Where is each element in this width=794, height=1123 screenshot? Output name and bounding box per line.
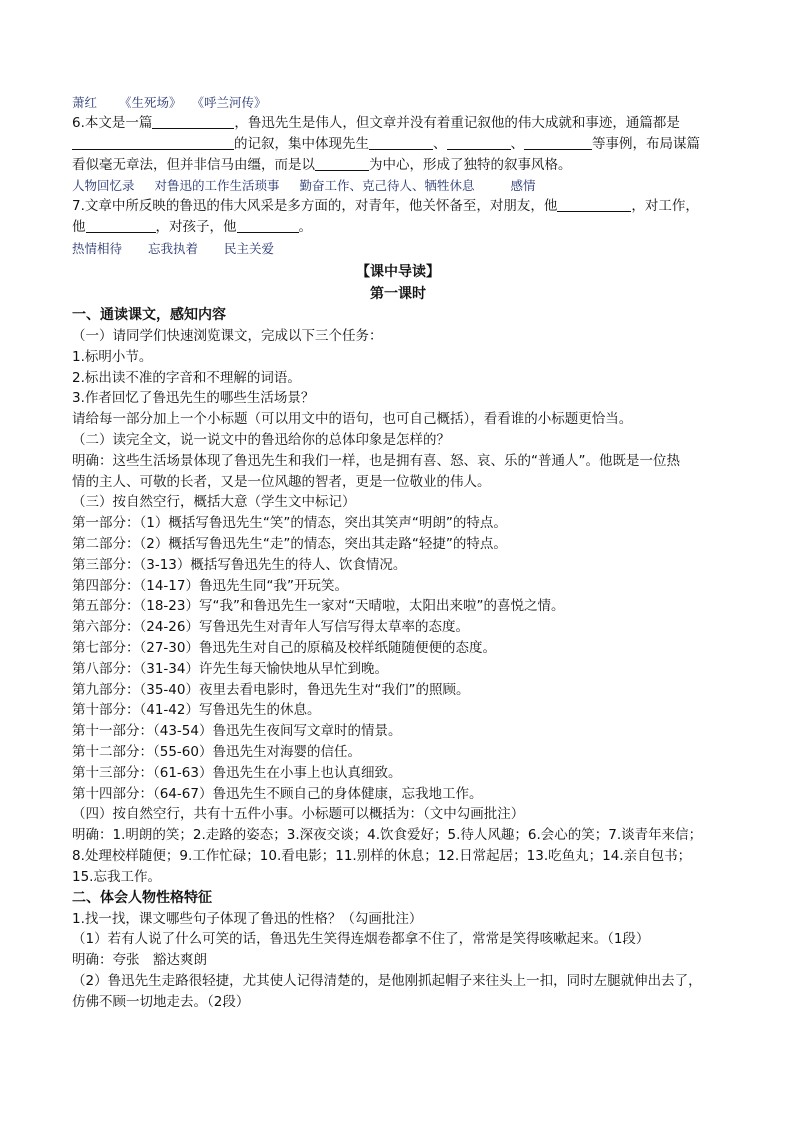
part-summary: 第十四部分：（64-67）鲁迅先生不顾自己的身体健康，忘我地工作。 [72, 785, 483, 802]
lesson-title: 第一课时 [370, 285, 426, 302]
task-line: （二）读完全文，说一说文中的鲁迅给你的总体印象是怎样的？ [72, 431, 450, 448]
part-2-heading: 二、体会人物性格特征 [72, 889, 212, 906]
answer-blank[interactable] [557, 197, 631, 212]
part-summary: 第五部分：（18-23）写“我”和鲁迅先生一家对“天晴啦，太阳出来啦”的喜悦之情。 [72, 598, 565, 615]
question-line: （2）鲁迅先生走路很轻捷，尤其使人记得清楚的，是他刚抓起帽子来往头上一扣，同时左腿就伸出去了， [72, 972, 702, 989]
answer-blank[interactable] [369, 135, 433, 150]
question-6-line-3: 看似毫无章法，但并非信马由缰，而是以 为中心，形成了独特的叙事风格。 [72, 156, 572, 173]
question-6-line-1: 6.本文是一篇 ，鲁迅先生是伟人，但文章并没有着重记叙他的伟大成就和事迹，通篇都是 [72, 115, 680, 131]
question-line: 仿佛不顾一切地走去。（2段） [72, 993, 250, 1010]
question-line: 1.找一找，课文哪些句子体现了鲁迅的性格？（勾画批注） [72, 910, 423, 927]
answer-blank[interactable] [72, 135, 234, 150]
part-summary: 第十部分：（41-42）写鲁迅先生的休息。 [72, 702, 321, 719]
part-summary: 第九部分：（35-40）夜里去看电影时，鲁迅先生对“我们”的照顾。 [72, 681, 470, 698]
task-line: 1.标明小节。 [72, 348, 153, 365]
part-summary: 第十二部分：（55-60）鲁迅先生对海婴的信任。 [72, 743, 361, 760]
task-line: （三）按自然空行，概括大意（学生文中标记） [72, 494, 356, 511]
task-line: （四）按自然空行，共有十五件小事。小标题可以概括为：（文中勾画批注） [72, 806, 525, 823]
answer-book-2: 《呼兰河传》 [191, 95, 267, 110]
question-7-line-2: 他 ，对孩子，他 。 [72, 219, 312, 236]
answer-line-q7: 热情相待 忘我执着 民主关爱 [72, 240, 275, 256]
answer-blank[interactable] [152, 114, 234, 129]
question-6-line-2: 的记叙，集中体现先生 、 、 等事例，布局谋篇 [72, 134, 724, 155]
answer-blank[interactable] [86, 218, 156, 233]
clarification-line: 15.忘我工作。 [72, 868, 161, 885]
task-line: （一）请同学们快速浏览课文，完成以下三个任务： [72, 327, 383, 344]
answer-line-q6: 人物回忆录 对鲁迅的工作生活琐事 勤奋工作、克己待人、牺牲休息 感情 [72, 178, 536, 194]
part-summary: 第六部分：（24-26）写鲁迅先生对青年人写信写得太草率的态度。 [72, 619, 469, 636]
part-summary: 第十一部分：（43-54）鲁迅先生夜间写文章时的情景。 [72, 723, 402, 740]
task-line: 3.作者回忆了鲁迅先生的哪些生活场景？ [72, 390, 315, 407]
part-summary: 第三部分：（3-13）概括写鲁迅先生的待人、饮食情况。 [72, 556, 407, 573]
part-summary: 第十三部分：（61-63）鲁迅先生在小事上也认真细致。 [72, 764, 402, 781]
answer-blank[interactable] [447, 135, 511, 150]
clarification-line: 明确：这些生活场景体现了鲁迅先生和我们一样，也是拥有喜、怒、哀、乐的“普通人”。他既是一位热 [72, 452, 680, 469]
section-title: 【课中导读】 [356, 263, 440, 280]
part-summary: 第一部分：（1）概括写鲁迅先生“笑”的情态，突出其笑声“明朗”的特点。 [72, 515, 507, 532]
clarification-line: 明确：夸张 豁达爽朗 [72, 952, 207, 969]
task-line: 请给每一部分加上一个小标题（可以用文中的语句，也可自己概括），看看谁的小标题更恰当。 [72, 411, 633, 428]
part-summary: 第二部分：（2）概括写鲁迅先生“走”的情态，突出其走路“轻捷”的特点。 [72, 535, 507, 552]
part-1-heading: 一、通读课文，感知内容 [72, 306, 226, 323]
task-line: 2.标出读不准的字音和不理解的词语。 [72, 369, 301, 386]
answer-book-1: 《生死场》 [119, 95, 182, 110]
answer-blank[interactable] [315, 156, 369, 171]
part-summary: 第四部分：（14-17）鲁迅先生同“我”开玩笑。 [72, 577, 348, 594]
clarification-line: 明确：1.明朗的笑；2.走路的姿态；3.深夜交谈；4.饮食爱好；5.待人风趣；6.会心的笑；7.谈青年来信； [72, 827, 703, 844]
question-line: （1）若有人说了什么可笑的话，鲁迅先生笑得连烟卷都拿不住了，常常是笑得咳嗽起来。（1段） [72, 931, 650, 948]
part-summary: 第七部分：（27-30）鲁迅先生对自己的原稿及校样纸随随便便的态度。 [72, 639, 496, 656]
document-page [72, 92, 724, 1012]
answer-blank[interactable] [237, 218, 299, 233]
answer-blank[interactable] [524, 135, 592, 150]
answer-author: 萧红 [72, 95, 98, 110]
clarification-line: 8.处理校样随便；9.工作忙碌；10.看电影；11.别样的休息；12.日常起居；13.吃鱼丸；14.亲自包书； [72, 847, 692, 864]
question-7-line-1: 7.文章中所反映的鲁迅的伟大风采是多方面的，对青年，他关怀备至，对朋友，他 ，对工作， [72, 198, 699, 215]
answer-line-authors [72, 92, 724, 113]
part-summary: 第八部分：（31-34）许先生每天愉快地从早忙到晚。 [72, 660, 388, 677]
clarification-line: 情的主人、可敬的长者，又是一位风趣的智者，更是一位敬业的伟人。 [72, 473, 491, 490]
